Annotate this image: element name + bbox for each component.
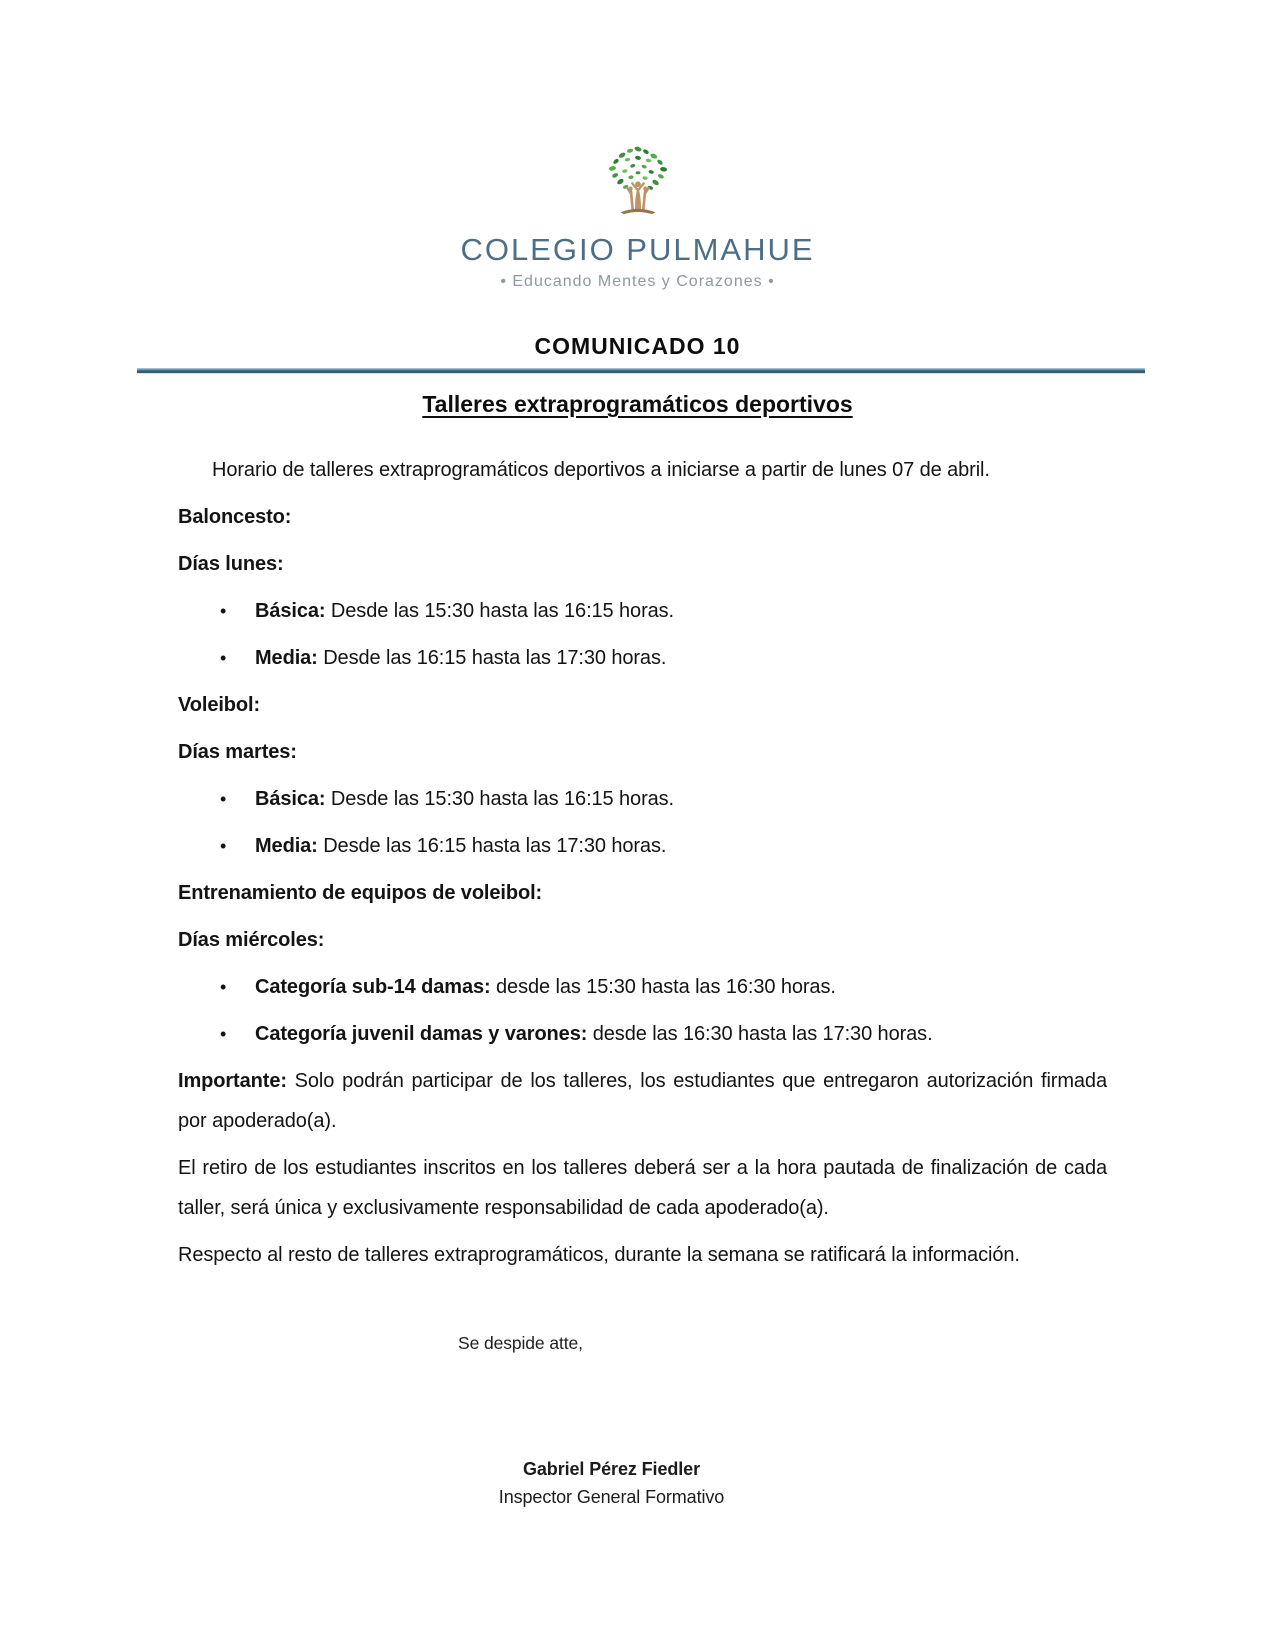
school-logo-tree-icon xyxy=(594,142,682,230)
bullet-list-martes xyxy=(178,779,1107,866)
bullet-icon: • xyxy=(220,1024,227,1044)
letterhead xyxy=(0,0,1275,291)
document-subtitle: Talleres extraprogramáticos deportivos xyxy=(422,391,853,417)
section-heading-entrenamiento: Entrenamiento de equipos de voleibol: xyxy=(178,882,543,904)
bullet-text: Desde las 16:15 hasta las 17:30 horas. xyxy=(323,835,667,857)
school-logo xyxy=(0,142,1275,230)
school-tagline: • Educando Mentes y Corazones • xyxy=(500,273,775,290)
bullet-text: Desde las 15:30 hasta las 16:15 horas. xyxy=(330,788,675,810)
section-heading-voleibol: Voleibol: xyxy=(178,694,261,716)
closing-line: Se despide atte, xyxy=(458,1333,583,1353)
importante-label: Importante: xyxy=(178,1070,287,1092)
bullet-icon: • xyxy=(220,789,227,809)
bullet-text: desde las 16:30 hasta las 17:30 horas. xyxy=(592,1023,933,1045)
paragraph-retiro: El retiro de los estudiantes inscritos en los talleres deberá ser a la hora pautada de finalización de cada taller, será única y exclusivamente responsabilidad de cada apoderado(a). xyxy=(178,1157,1107,1219)
list-item xyxy=(178,638,1107,678)
bullet-list-lunes xyxy=(178,591,1107,678)
section-heading-dias-miercoles: Días miércoles: xyxy=(178,929,325,951)
document-title: COMUNICADO 10 xyxy=(534,333,741,359)
signature-role: Inspector General Formativo xyxy=(498,1487,725,1507)
list-item xyxy=(178,779,1107,819)
intro-paragraph: Horario de talleres extraprogramáticos deportivos a iniciarse a partir de lunes 07 de abril. xyxy=(212,459,990,481)
tree-ground xyxy=(620,209,655,214)
importante-text: Solo podrán participar de los talleres, los estudiantes que entregaron autorización firmada por apoderado(a). xyxy=(178,1070,1107,1132)
bullet-label: Media: xyxy=(255,647,318,669)
bullet-list-miercoles xyxy=(178,967,1107,1054)
section-heading-dias-martes: Días martes: xyxy=(178,741,297,763)
school-name: COLEGIO PULMAHUE xyxy=(460,232,815,267)
horizontal-rule xyxy=(137,368,1145,374)
section-heading-dias-lunes: Días lunes: xyxy=(178,553,284,575)
bullet-label: Básica: xyxy=(255,788,326,810)
document-body xyxy=(178,450,1107,1511)
list-item xyxy=(178,1014,1107,1054)
bullet-icon: • xyxy=(220,601,227,621)
section-heading-baloncesto: Baloncesto: xyxy=(178,506,292,528)
list-item xyxy=(178,591,1107,631)
list-item xyxy=(178,826,1107,866)
bullet-text: desde las 15:30 hasta las 16:30 horas. xyxy=(496,976,836,998)
bullet-label: Básica: xyxy=(255,600,326,622)
paragraph-respecto: Respecto al resto de talleres extraprogramáticos, durante la semana se ratificará la información. xyxy=(178,1244,1020,1266)
bullet-label: Categoría sub-14 damas: xyxy=(255,976,491,998)
bullet-label: Categoría juvenil damas y varones: xyxy=(255,1023,588,1045)
bullet-text: Desde las 15:30 hasta las 16:15 horas. xyxy=(330,600,675,622)
signature-name: Gabriel Pérez Fiedler xyxy=(523,1459,700,1479)
bullet-label: Media: xyxy=(255,835,318,857)
signature-block xyxy=(147,1455,1076,1511)
bullet-icon: • xyxy=(220,836,227,856)
bullet-icon: • xyxy=(220,648,227,668)
bullet-icon: • xyxy=(220,977,227,997)
list-item xyxy=(178,967,1107,1007)
paragraph-importante xyxy=(178,1061,1107,1141)
bullet-text: Desde las 16:15 hasta las 17:30 horas. xyxy=(323,647,667,669)
